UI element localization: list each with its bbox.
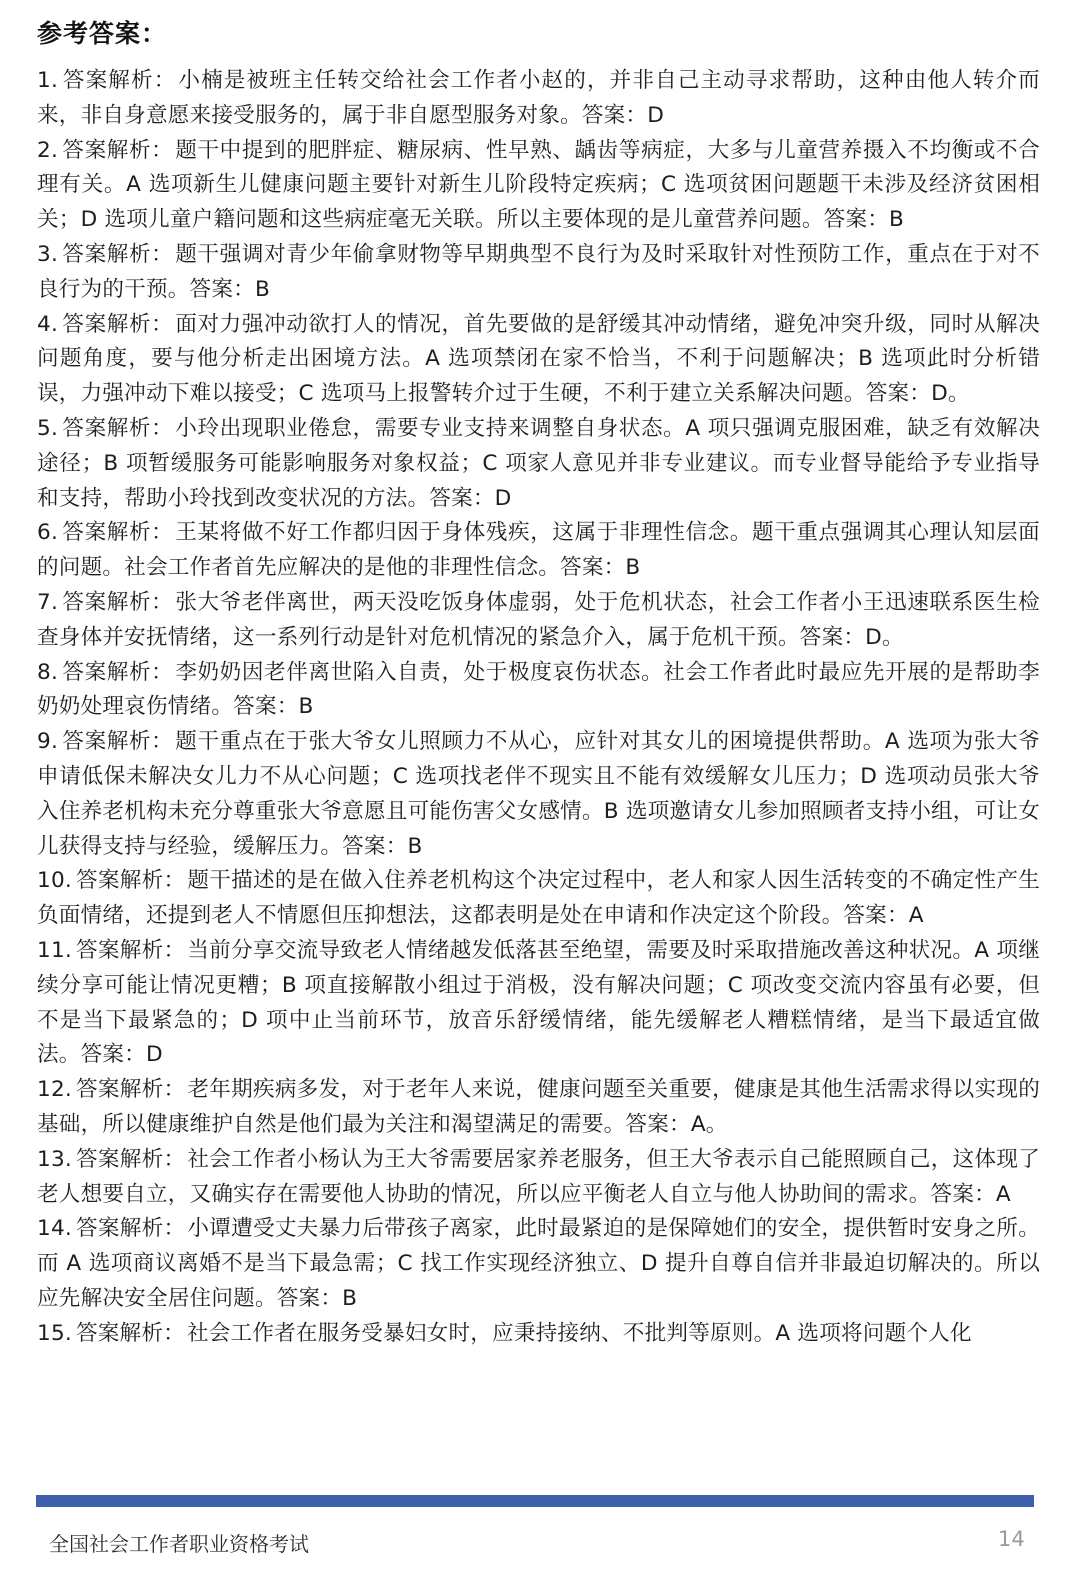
answer-number: 9. bbox=[37, 729, 59, 755]
answer-number: 10. bbox=[37, 868, 72, 894]
answer-number: 7. bbox=[37, 589, 59, 615]
answer-item bbox=[37, 864, 1040, 934]
answer-text: 面对力强冲动欲打人的情况，首先要做的是舒缓其冲动情绪，避免冲突升级，同时从解决问题角度，要与他分析走出困境方法。A 选项禁闭在家不恰当，不利于问题解决；B 选项此时分析错误，力强冲动下难以接受；C 选项马上报警转介过于生硬，不利于建立关系解决问题。答案：D。 bbox=[37, 311, 1040, 407]
answer-label: 答案解析： bbox=[62, 311, 174, 337]
answer-label: 答案解析： bbox=[75, 868, 186, 894]
answer-label: 答案解析： bbox=[62, 415, 174, 441]
answer-item bbox=[37, 1073, 1040, 1143]
page-title: 参考答案： bbox=[37, 19, 168, 48]
answer-list bbox=[37, 64, 1040, 1351]
answer-label: 答案解析： bbox=[62, 68, 177, 93]
answer-number: 2. bbox=[37, 137, 59, 163]
answer-number: 11. bbox=[37, 937, 72, 963]
answer-text: 小谭遭受丈夫暴力后带孩子离家，此时最紧迫的是保障她们的安全，提供暂时安身之所。而 A 选项商议离婚不是当下最急需；C 找工作实现经济独立、D 提升自尊自信并非最迫切解决的。所以应先解决安全居住问题。答案：B bbox=[37, 1216, 1040, 1311]
answer-label: 答案解析： bbox=[75, 1216, 186, 1242]
answer-item bbox=[37, 1317, 1040, 1352]
answer-item bbox=[37, 412, 1040, 516]
answer-item bbox=[37, 1143, 1040, 1213]
answer-text: 小楠是被班主任转交给社会工作者小赵的，并非自己主动寻求帮助，这种由他人转介而来，非自身意愿来接受服务的，属于非自愿型服务对象。答案：D bbox=[37, 68, 1040, 128]
answer-item bbox=[37, 586, 1040, 656]
answer-item bbox=[37, 64, 1040, 134]
answer-item bbox=[37, 934, 1040, 1073]
answer-number: 12. bbox=[37, 1077, 72, 1103]
answer-label: 答案解析： bbox=[75, 1146, 186, 1172]
answer-text: 题干重点在于张大爷女儿照顾力不从心，应针对其女儿的困境提供帮助。A 选项为张大爷申请低保未解决女儿力不从心问题；C 选项找老伴不现实且不能有效缓解女儿压力；D 选项动员张大爷入住养老机构未充分尊重张大爷意愿且可能伤害父女感情。B 选项邀请女儿参加照顾者支持小组，可让女儿获得支持与经验，缓解压力。答案：B bbox=[37, 729, 1040, 859]
answer-label: 答案解析： bbox=[62, 659, 174, 685]
answer-item bbox=[37, 516, 1040, 586]
answer-item bbox=[37, 308, 1040, 412]
answer-text: 题干中提到的肥胖症、糖尿病、性早熟、龋齿等病症，大多与儿童营养摄入不均衡或不合理有关。A 选项新生儿健康问题主要针对新生儿阶段特定疾病；C 选项贫困问题题干未涉及经济贫困相关；D 选项儿童户籍问题和这些病症毫无关联。所以主要体现的是儿童营养问题。答案：B bbox=[37, 137, 1040, 233]
answer-text: 题干强调对青少年偷拿财物等早期典型不良行为及时采取针对性预防工作，重点在于对不良行为的干预。答案：B bbox=[37, 241, 1040, 302]
answer-label: 答案解析： bbox=[62, 137, 174, 163]
answer-text: 张大爷老伴离世，两天没吃饭身体虚弱，处于危机状态，社会工作者小王迅速联系医生检查身体并安抚情绪，这一系列行动是针对危机情况的紧急介入，属于危机干预。答案：D。 bbox=[37, 589, 1040, 650]
answer-number: 1. bbox=[37, 68, 59, 93]
answer-number: 6. bbox=[37, 520, 59, 546]
footer-page-number: 14 bbox=[998, 1527, 1025, 1551]
answer-number: 3. bbox=[37, 241, 59, 267]
answer-number: 4. bbox=[37, 311, 59, 337]
answer-number: 14. bbox=[37, 1216, 72, 1242]
answer-number: 8. bbox=[37, 659, 59, 685]
answer-text: 李奶奶因老伴离世陷入自责，处于极度哀伤状态。社会工作者此时最应先开展的是帮助李奶奶处理哀伤情绪。答案：B bbox=[37, 659, 1040, 720]
answer-text: 社会工作者小杨认为王大爷需要居家养老服务，但王大爷表示自己能照顾自己，这体现了老人想要自立，又确实存在需要他人协助的情况，所以应平衡老人自立与他人协助间的需求。答案：A bbox=[37, 1146, 1040, 1207]
answer-number: 13. bbox=[37, 1146, 72, 1172]
answer-item bbox=[37, 725, 1040, 864]
answer-number: 5. bbox=[37, 415, 59, 441]
answer-label: 答案解析： bbox=[75, 1077, 186, 1103]
answer-label: 答案解析： bbox=[62, 729, 174, 755]
answer-text: 小玲出现职业倦怠，需要专业支持来调整自身状态。A 项只强调克服困难，缺乏有效解决途径；B 项暂缓服务可能影响服务对象权益；C 项家人意见并非专业建议。而专业督导能给予专业指导和支持，帮助小玲找到改变状况的方法。答案：D bbox=[37, 415, 1040, 511]
footer-divider-bar bbox=[36, 1495, 1034, 1507]
footer-exam-name: 全国社会工作者职业资格考试 bbox=[49, 1532, 309, 1556]
answer-item bbox=[37, 1212, 1040, 1316]
answer-text: 题干描述的是在做入住养老机构这个决定过程中，老人和家人因生活转变的不确定性产生负面情绪，还提到老人不情愿但压抑想法，这都表明是处在申请和作决定这个阶段。答案：A bbox=[37, 868, 1040, 929]
answer-label: 答案解析： bbox=[62, 589, 174, 615]
answer-item bbox=[37, 134, 1040, 238]
answer-text: 当前分享交流导致老人情绪越发低落甚至绝望，需要及时采取措施改善这种状况。A 项继续分享可能让情况更糟；B 项直接解散小组过于消极，没有解决问题；C 项改变交流内容虽有必要，但不是当下最紧急的；D 项中止当前环节，放音乐舒缓情绪，能先缓解老人糟糕情绪，是当下最适宜做法。答案：D bbox=[37, 937, 1040, 1068]
answer-text: 王某将做不好工作都归因于身体残疾，这属于非理性信念。题干重点强调其心理认知层面的问题。社会工作者首先应解决的是他的非理性信念。答案：B bbox=[37, 520, 1040, 581]
answer-number: 15. bbox=[37, 1320, 72, 1346]
answer-label: 答案解析： bbox=[62, 520, 174, 546]
answer-text: 社会工作者在服务受暴妇女时，应秉持接纳、不批判等原则。A 选项将问题个人化 bbox=[186, 1320, 972, 1346]
answer-item bbox=[37, 656, 1040, 726]
answer-label: 答案解析： bbox=[62, 241, 174, 267]
answer-item bbox=[37, 238, 1040, 308]
answer-text: 老年期疾病多发，对于老年人来说，健康问题至关重要，健康是其他生活需求得以实现的基础，所以健康维护自然是他们最为关注和渴望满足的需要。答案：A。 bbox=[37, 1077, 1040, 1137]
answer-label: 答案解析： bbox=[75, 1320, 185, 1346]
answer-label: 答案解析： bbox=[75, 937, 186, 963]
